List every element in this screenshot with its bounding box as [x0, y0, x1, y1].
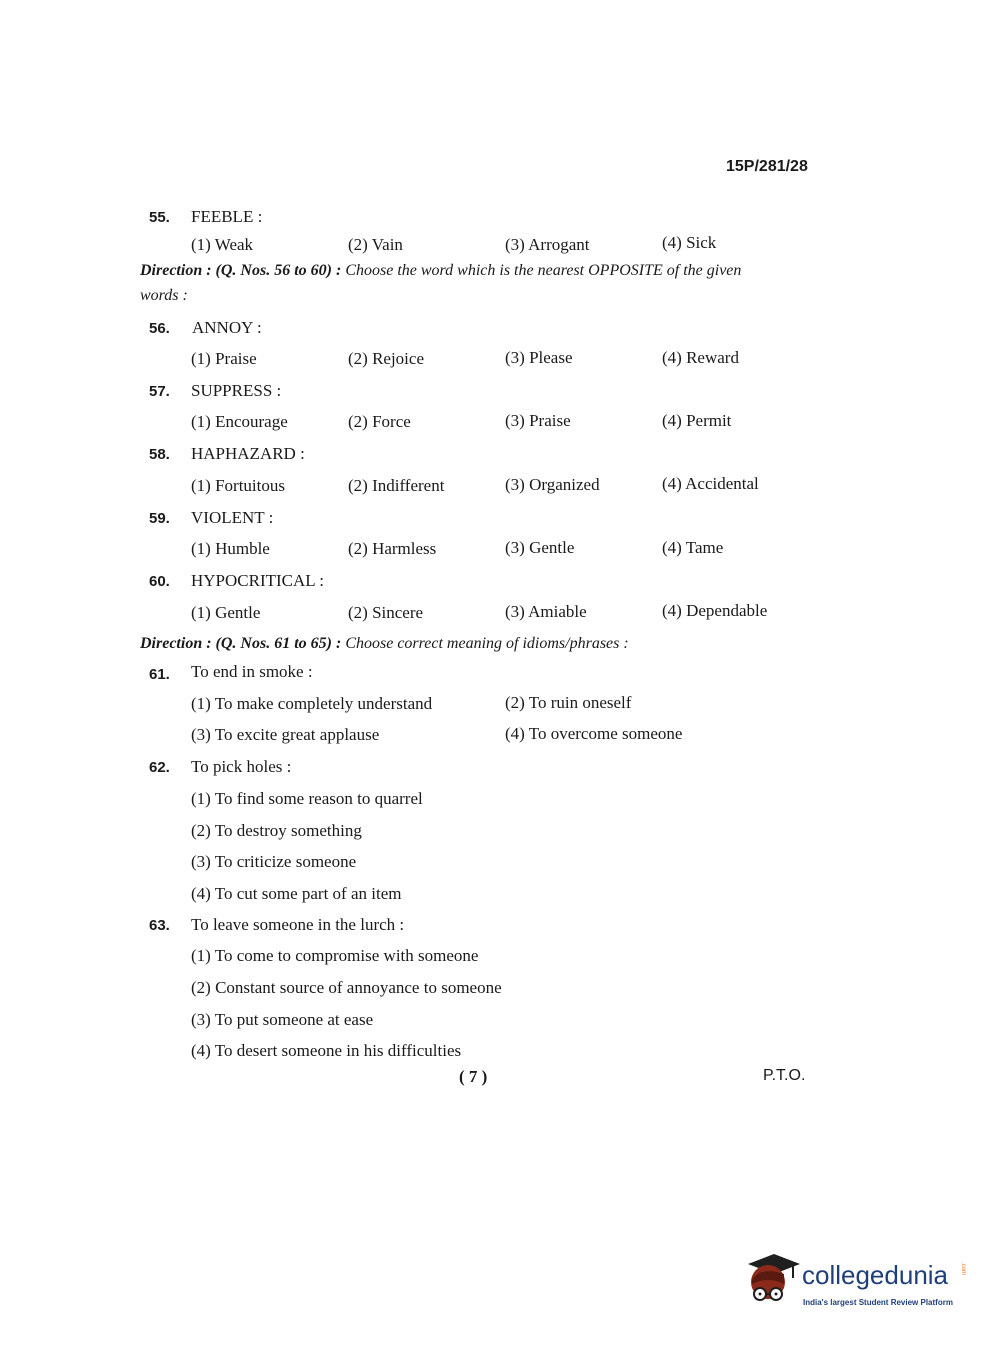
brand-name: collegedunia — [802, 1260, 949, 1290]
option-3: (3) To excite great applause — [191, 725, 380, 744]
option-4: (4) To cut some part of an item — [191, 884, 402, 903]
direction-text: Choose the word which is the nearest OPPOSITE of the given — [341, 262, 742, 279]
option-2: (2) Indifferent — [348, 476, 445, 495]
option-2: (2) Sincere — [348, 603, 424, 622]
option-2: (2) Force — [348, 412, 411, 431]
question-number: 62. — [149, 759, 170, 776]
option-1: (1) Gentle — [191, 603, 261, 622]
please-turn-over: P.T.O. — [763, 1067, 806, 1084]
option-2: (2) Rejoice — [348, 349, 424, 368]
option-3: (3) Amiable — [505, 602, 587, 621]
direction-lead: Direction : (Q. Nos. 61 to 65) : — [140, 635, 342, 652]
question-number: 56. — [149, 320, 170, 337]
option-3: (3) To criticize someone — [191, 852, 357, 871]
option-3: (3) Please — [505, 348, 573, 367]
question-number: 59. — [149, 510, 170, 527]
option-3: (3) Gentle — [505, 538, 575, 557]
question-number: 57. — [149, 383, 170, 400]
option-4: (4) Reward — [662, 348, 739, 367]
paper-code: 15P/281/28 — [726, 158, 808, 175]
option-3: (3) Praise — [505, 411, 571, 430]
option-1: (1) Weak — [191, 235, 254, 254]
question-number: 58. — [149, 446, 170, 463]
question-text: VIOLENT : — [191, 508, 274, 527]
question-text: To pick holes : — [191, 757, 292, 776]
question-text: HYPOCRITICAL : — [191, 571, 325, 590]
option-2: (2) To destroy something — [191, 821, 362, 840]
question-text: SUPPRESS : — [191, 381, 282, 400]
direction-56-60-line2: words : — [140, 287, 188, 304]
question-text: FEEBLE : — [191, 207, 263, 226]
option-2: (2) Constant source of annoyance to someone — [191, 978, 502, 997]
option-3: (3) Organized — [505, 475, 600, 494]
collegedunia-logo — [740, 1250, 970, 1310]
brand-domain: .com — [960, 1262, 966, 1276]
question-number: 60. — [149, 573, 170, 590]
option-4: (4) Tame — [662, 538, 724, 557]
option-4: (4) To overcome someone — [505, 724, 683, 743]
option-1: (1) To find some reason to quarrel — [191, 789, 423, 808]
question-text: To end in smoke : — [191, 662, 313, 681]
option-3: (3) Arrogant — [505, 235, 590, 254]
question-number: 63. — [149, 917, 170, 934]
direction-56-60 — [140, 262, 741, 280]
option-1: (1) To make completely understand — [191, 694, 433, 713]
option-1: (1) Encourage — [191, 412, 288, 431]
option-4: (4) Accidental — [662, 474, 759, 493]
option-1: (1) To come to compromise with someone — [191, 946, 479, 965]
brand-tagline: India's largest Student Review Platform — [803, 1298, 953, 1307]
question-number: 61. — [149, 666, 170, 683]
option-4: (4) Dependable — [662, 601, 768, 620]
option-4: (4) To desert someone in his difficulties — [191, 1041, 462, 1060]
option-1: (1) Praise — [191, 349, 257, 368]
option-4: (4) Permit — [662, 411, 732, 430]
option-1: (1) Humble — [191, 539, 270, 558]
question-text: To leave someone in the lurch : — [191, 915, 405, 934]
direction-61-65 — [140, 635, 629, 653]
option-2: (2) Harmless — [348, 539, 437, 558]
option-2: (2) Vain — [348, 235, 403, 254]
page-number: ( 7 ) — [459, 1067, 488, 1086]
question-text: ANNOY : — [192, 318, 262, 337]
option-3: (3) To put someone at ease — [191, 1010, 374, 1029]
direction-text: Choose correct meaning of idioms/phrases : — [341, 635, 629, 652]
mascot-icon — [740, 1250, 800, 1310]
direction-lead: Direction : (Q. Nos. 56 to 60) : — [140, 262, 342, 279]
option-1: (1) Fortuitous — [191, 476, 285, 495]
question-number: 55. — [149, 209, 170, 226]
question-text: HAPHAZARD : — [191, 444, 305, 463]
option-4: (4) Sick — [662, 233, 717, 252]
option-2: (2) To ruin oneself — [505, 693, 632, 712]
